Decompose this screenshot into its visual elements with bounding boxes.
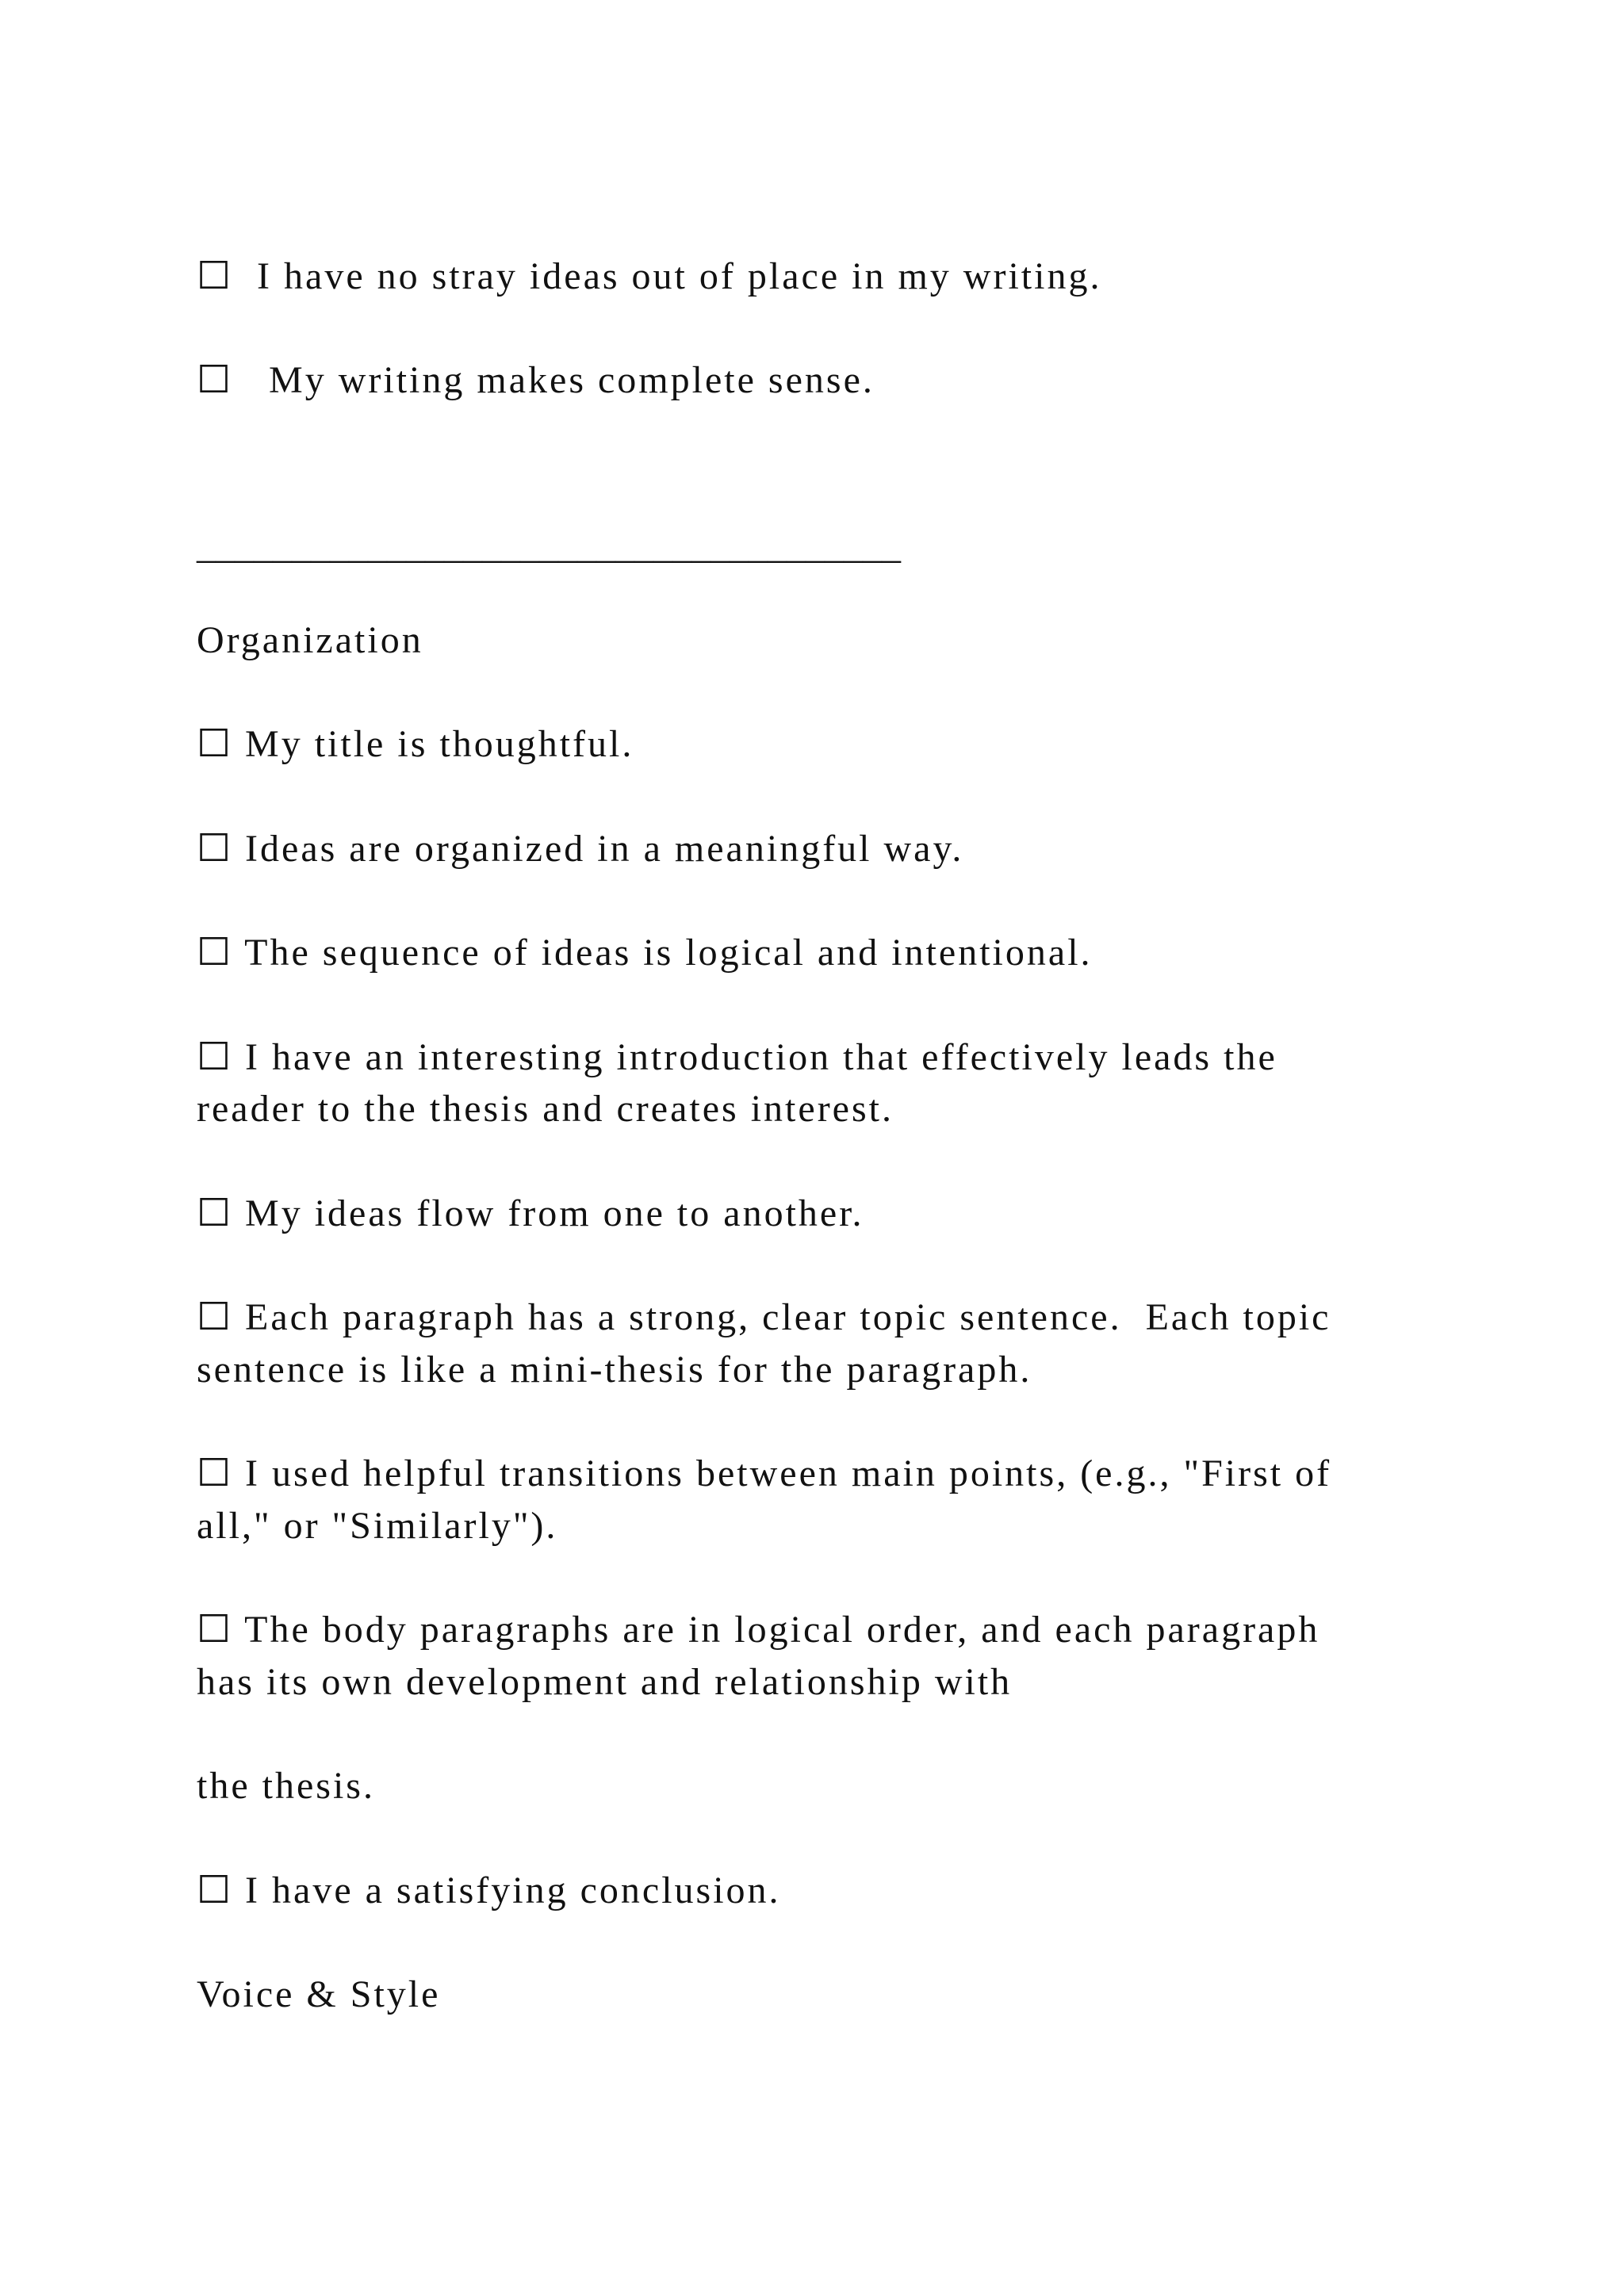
checklist-item-topic-sentence-cont: sentence is like a mini-thesis for the paragraph. (197, 1349, 1032, 1391)
checklist-item-topic-sentence: ☐ Each paragraph has a strong, clear topic sentence. Each topic (197, 1296, 1331, 1338)
checklist-item-no-stray-ideas: ☐ I have no stray ideas out of place in my writing. (197, 255, 1102, 297)
checklist-item-title: ☐ My title is thoughtful. (197, 723, 634, 765)
checklist-item-body-paragraphs-end: the thesis. (197, 1765, 375, 1807)
checklist-item-sequence: ☐ The sequence of ideas is logical and intentional. (197, 932, 1093, 974)
checklist-item-ideas-organized: ☐ Ideas are organized in a meaningful way. (197, 828, 964, 870)
section-heading-voice-style: Voice & Style (197, 1973, 441, 2015)
checklist-item-body-paragraphs-cont: has its own development and relationship with (197, 1661, 1013, 1703)
checklist-item-complete-sense: ☐ My writing makes complete sense. (197, 359, 875, 401)
section-divider: _____________________________________ (197, 525, 901, 567)
checklist-item-introduction-cont: reader to the thesis and creates interest. (197, 1088, 894, 1130)
checklist-item-ideas-flow: ☐ My ideas flow from one to another. (197, 1192, 864, 1234)
checklist-item-transitions: ☐ I used helpful transitions between main points, (e.g., "First of (197, 1452, 1332, 1494)
checklist-item-body-paragraphs: ☐ The body paragraphs are in logical order, and each paragraph (197, 1609, 1320, 1651)
checklist-item-transitions-cont: all," or "Similarly"). (197, 1505, 558, 1547)
section-heading-organization: Organization (197, 619, 423, 661)
checklist-item-introduction: ☐ I have an interesting introduction that effectively leads the (197, 1036, 1277, 1078)
checklist-item-conclusion: ☐ I have a satisfying conclusion. (197, 1869, 781, 1911)
